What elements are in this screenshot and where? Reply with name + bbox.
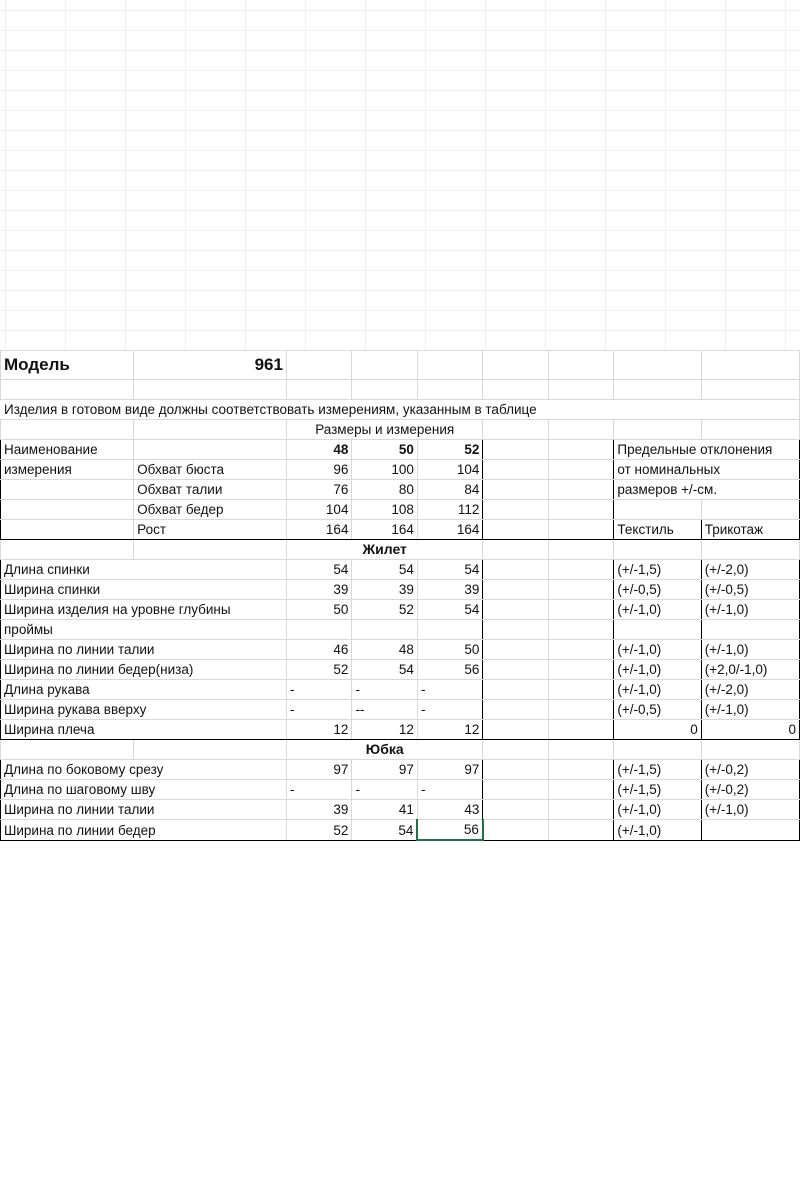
knit-tolerance[interactable] xyxy=(701,620,799,640)
value-50[interactable]: 54 xyxy=(352,560,417,580)
measure-row xyxy=(1,660,800,680)
cell[interactable] xyxy=(614,420,701,440)
knit-tolerance[interactable]: (+/-1,0) xyxy=(701,600,799,620)
cell[interactable] xyxy=(548,460,613,480)
value-48[interactable]: 104 xyxy=(286,500,351,520)
cell[interactable] xyxy=(483,740,548,760)
size-52[interactable]: 52 xyxy=(417,440,482,460)
cell[interactable] xyxy=(1,480,134,500)
cell[interactable] xyxy=(701,500,799,520)
value-52[interactable] xyxy=(417,620,482,640)
measure-name[interactable]: Ширина плеча xyxy=(1,720,287,740)
background-sheet-grid xyxy=(0,0,800,350)
measure-row xyxy=(1,560,800,580)
textile-tolerance[interactable]: (+/-1,5) xyxy=(614,780,701,800)
value-52[interactable]: 12 xyxy=(417,720,482,740)
value-48[interactable]: 164 xyxy=(286,520,351,540)
cell[interactable] xyxy=(134,380,287,400)
measure-name[interactable]: Длина по шаговому шву xyxy=(1,780,287,800)
knit-tolerance[interactable]: (+/-0,2) xyxy=(701,780,799,800)
textile-tolerance[interactable]: (+/-1,0) xyxy=(614,600,701,620)
textile-tolerance[interactable]: (+/-1,0) xyxy=(614,680,701,700)
cell[interactable] xyxy=(548,680,613,700)
model-label[interactable]: Модель xyxy=(1,351,134,380)
cell[interactable] xyxy=(701,420,799,440)
note-text[interactable]: Изделия в готовом виде должны соответствовать измерениям, указанным в таблице xyxy=(1,400,800,420)
measure-row xyxy=(1,620,800,640)
cell[interactable] xyxy=(483,800,548,820)
cell[interactable] xyxy=(483,720,548,740)
textile-tolerance[interactable]: (+/-1,0) xyxy=(614,820,701,841)
empty-row xyxy=(1,380,800,400)
size-50[interactable]: 50 xyxy=(352,440,417,460)
cell[interactable] xyxy=(483,380,548,400)
cell[interactable] xyxy=(1,380,134,400)
note-row xyxy=(1,400,800,420)
value-52[interactable]: 50 xyxy=(417,640,482,660)
value-50[interactable]: 100 xyxy=(352,460,417,480)
value-50[interactable]: - xyxy=(352,680,417,700)
measure-row-hips xyxy=(1,500,800,520)
measure-row-waist xyxy=(1,480,800,500)
cell[interactable] xyxy=(1,540,134,560)
measure-name[interactable]: проймы xyxy=(1,620,287,640)
cell[interactable] xyxy=(483,620,548,640)
deviation-label-3[interactable]: размеров +/-см. xyxy=(614,480,800,500)
value-52[interactable]: 56 xyxy=(417,820,482,841)
measure-name[interactable]: Ширина по линии бедер xyxy=(1,820,287,841)
knit-tolerance[interactable]: (+2,0/-1,0) xyxy=(701,660,799,680)
value-50[interactable]: 80 xyxy=(352,480,417,500)
knit-tolerance[interactable]: (+/-1,0) xyxy=(701,700,799,720)
cell[interactable] xyxy=(483,680,548,700)
measure-name[interactable]: Обхват талии xyxy=(134,480,287,500)
cell[interactable] xyxy=(701,351,799,380)
cell[interactable] xyxy=(548,420,613,440)
textile-tolerance[interactable]: (+/-1,0) xyxy=(614,660,701,680)
measure-row xyxy=(1,760,800,780)
deviation-label-2[interactable]: от номинальных xyxy=(614,460,800,480)
value-48[interactable] xyxy=(286,620,351,640)
value-50[interactable]: 54 xyxy=(352,660,417,680)
cell[interactable] xyxy=(134,440,287,460)
cell[interactable] xyxy=(548,351,613,380)
value-48[interactable]: - xyxy=(286,680,351,700)
value-50[interactable]: 97 xyxy=(352,760,417,780)
measure-row-height xyxy=(1,520,800,540)
cell[interactable] xyxy=(483,351,548,380)
cell[interactable] xyxy=(134,420,287,440)
skirt-rows xyxy=(1,760,800,841)
vest-rows xyxy=(1,560,800,740)
cell[interactable] xyxy=(1,740,134,760)
value-48[interactable]: 12 xyxy=(286,720,351,740)
value-52[interactable]: 43 xyxy=(417,800,482,820)
measure-name[interactable]: Длина по боковому срезу xyxy=(1,760,287,780)
knit-tolerance[interactable]: (+/-1,0) xyxy=(701,800,799,820)
measure-name[interactable]: Длина спинки xyxy=(1,560,287,580)
cell[interactable] xyxy=(548,380,613,400)
cell[interactable] xyxy=(548,500,613,520)
cell[interactable] xyxy=(548,580,613,600)
textile-tolerance[interactable]: (+/-1,0) xyxy=(614,800,701,820)
value-52[interactable]: 84 xyxy=(417,480,482,500)
value-50[interactable]: 48 xyxy=(352,640,417,660)
measure-name[interactable]: Ширина спинки xyxy=(1,580,287,600)
cell[interactable] xyxy=(483,700,548,720)
cell[interactable] xyxy=(548,700,613,720)
value-48[interactable]: 50 xyxy=(286,600,351,620)
deviation-label-1[interactable]: Предельные отклонения xyxy=(614,440,800,460)
measure-name[interactable]: Обхват бюста xyxy=(134,460,287,480)
cell[interactable] xyxy=(614,380,701,400)
cell[interactable] xyxy=(701,740,799,760)
cell[interactable] xyxy=(1,420,134,440)
value-48[interactable]: 39 xyxy=(286,800,351,820)
cell[interactable] xyxy=(614,500,701,520)
value-52[interactable]: 56 xyxy=(417,660,482,680)
value-50[interactable]: 39 xyxy=(352,580,417,600)
cell[interactable] xyxy=(548,740,613,760)
measure-name[interactable]: Ширина по линии талии xyxy=(1,640,287,660)
value-48[interactable]: 97 xyxy=(286,760,351,780)
measure-row xyxy=(1,700,800,720)
cell[interactable] xyxy=(483,540,548,560)
cell[interactable] xyxy=(483,460,548,480)
vest-title[interactable]: Жилет xyxy=(286,540,482,560)
spreadsheet xyxy=(0,350,800,850)
value-52[interactable]: 97 xyxy=(417,760,482,780)
value-52[interactable]: 54 xyxy=(417,600,482,620)
measure-name[interactable]: Ширина рукава вверху xyxy=(1,700,287,720)
cell[interactable] xyxy=(548,720,613,740)
cell[interactable] xyxy=(483,640,548,660)
value-50[interactable]: 108 xyxy=(352,500,417,520)
cell[interactable] xyxy=(548,520,613,540)
cell[interactable] xyxy=(286,380,351,400)
cell[interactable] xyxy=(483,660,548,680)
model-row xyxy=(1,351,800,380)
value-48[interactable]: 46 xyxy=(286,640,351,660)
knit-tolerance[interactable]: (+/-2,0) xyxy=(701,680,799,700)
measure-row xyxy=(1,780,800,800)
cell[interactable] xyxy=(483,500,548,520)
measure-row xyxy=(1,800,800,820)
cell[interactable] xyxy=(286,351,351,380)
value-52[interactable]: - xyxy=(417,700,482,720)
cell[interactable] xyxy=(701,380,799,400)
value-48[interactable]: 76 xyxy=(286,480,351,500)
cell[interactable] xyxy=(417,380,482,400)
knit-tolerance[interactable]: (+/-2,0) xyxy=(701,560,799,580)
value-50[interactable] xyxy=(352,620,417,640)
value-48[interactable]: - xyxy=(286,780,351,800)
sizes-header[interactable]: Размеры и измерения xyxy=(286,420,482,440)
value-48[interactable]: 54 xyxy=(286,560,351,580)
value-52[interactable]: 104 xyxy=(417,460,482,480)
measure-row xyxy=(1,640,800,660)
measure-row xyxy=(1,820,800,841)
value-48[interactable]: 52 xyxy=(286,660,351,680)
measure-name[interactable]: Ширина по линии талии xyxy=(1,800,287,820)
cell[interactable] xyxy=(548,620,613,640)
textile-header[interactable]: Текстиль xyxy=(614,520,701,540)
value-50[interactable]: 12 xyxy=(352,720,417,740)
knit-tolerance[interactable]: 0 xyxy=(701,720,799,740)
measure-name[interactable]: Ширина по линии бедер(низа) xyxy=(1,660,287,680)
cell[interactable] xyxy=(548,660,613,680)
cell[interactable] xyxy=(548,480,613,500)
value-48[interactable]: 96 xyxy=(286,460,351,480)
value-50[interactable]: 164 xyxy=(352,520,417,540)
cell[interactable] xyxy=(548,640,613,660)
cell[interactable] xyxy=(1,520,134,540)
measure-row xyxy=(1,680,800,700)
value-52[interactable]: - xyxy=(417,680,482,700)
textile-tolerance[interactable]: (+/-1,5) xyxy=(614,760,701,780)
cell[interactable] xyxy=(548,540,613,560)
sizes-header-row xyxy=(1,420,800,440)
measure-name[interactable]: Обхват бедер xyxy=(134,500,287,520)
cell[interactable] xyxy=(548,600,613,620)
textile-tolerance[interactable] xyxy=(614,620,701,640)
measure-name[interactable]: Длина рукава xyxy=(1,680,287,700)
value-50[interactable]: 52 xyxy=(352,600,417,620)
value-48[interactable]: 39 xyxy=(286,580,351,600)
value-48[interactable]: - xyxy=(286,700,351,720)
textile-tolerance[interactable]: 0 xyxy=(614,720,701,740)
cell[interactable] xyxy=(483,820,548,841)
value-52[interactable]: 112 xyxy=(417,500,482,520)
cell[interactable] xyxy=(614,740,701,760)
textile-tolerance[interactable]: (+/-0,5) xyxy=(614,700,701,720)
size-numbers-row xyxy=(1,440,800,460)
knit-tolerance[interactable] xyxy=(701,820,799,841)
cell[interactable] xyxy=(352,380,417,400)
measure-row xyxy=(1,720,800,740)
value-50[interactable]: 54 xyxy=(352,820,417,841)
knit-header[interactable]: Трикотаж xyxy=(701,520,799,540)
value-48[interactable]: 52 xyxy=(286,820,351,841)
measure-row-bust xyxy=(1,460,800,480)
skirt-title[interactable]: Юбка xyxy=(286,740,482,760)
cell[interactable] xyxy=(134,540,287,560)
measure-name[interactable]: Ширина изделия на уровне глубины xyxy=(1,600,287,620)
measure-row xyxy=(1,600,800,620)
measure-name[interactable]: Рост xyxy=(134,520,287,540)
textile-tolerance[interactable]: (+/-1,5) xyxy=(614,560,701,580)
cell[interactable] xyxy=(483,760,548,780)
value-52[interactable]: - xyxy=(417,780,482,800)
name-label-1[interactable]: Наименование xyxy=(1,440,134,460)
cell[interactable] xyxy=(352,351,417,380)
value-50[interactable]: -- xyxy=(352,700,417,720)
cell[interactable] xyxy=(483,440,548,460)
value-52[interactable]: 54 xyxy=(417,560,482,580)
knit-tolerance[interactable]: (+/-0,2) xyxy=(701,760,799,780)
cell[interactable] xyxy=(701,540,799,560)
name-label-2[interactable]: измерения xyxy=(1,460,134,480)
cell[interactable] xyxy=(483,780,548,800)
cell[interactable] xyxy=(614,540,701,560)
cell[interactable] xyxy=(548,440,613,460)
cell[interactable] xyxy=(483,520,548,540)
cell[interactable] xyxy=(483,560,548,580)
cell[interactable] xyxy=(134,740,287,760)
cell[interactable] xyxy=(483,580,548,600)
knit-tolerance[interactable]: (+/-0,5) xyxy=(701,580,799,600)
model-number[interactable]: 961 xyxy=(134,351,287,380)
cell[interactable] xyxy=(548,800,613,820)
cell[interactable] xyxy=(417,351,482,380)
value-50[interactable]: - xyxy=(352,780,417,800)
textile-tolerance[interactable]: (+/-0,5) xyxy=(614,580,701,600)
cell[interactable] xyxy=(1,500,134,520)
cell[interactable] xyxy=(614,351,701,380)
cell[interactable] xyxy=(483,420,548,440)
cell[interactable] xyxy=(548,560,613,580)
measure-row xyxy=(1,580,800,600)
value-52[interactable]: 39 xyxy=(417,580,482,600)
size-chart-table xyxy=(0,350,800,841)
cell[interactable] xyxy=(483,600,548,620)
vest-title-row xyxy=(1,540,800,560)
skirt-title-row xyxy=(1,740,800,760)
cell[interactable] xyxy=(548,780,613,800)
value-52[interactable]: 164 xyxy=(417,520,482,540)
cell[interactable] xyxy=(548,760,613,780)
cell[interactable] xyxy=(483,480,548,500)
cell[interactable] xyxy=(548,820,613,841)
knit-tolerance[interactable]: (+/-1,0) xyxy=(701,640,799,660)
size-48[interactable]: 48 xyxy=(286,440,351,460)
textile-tolerance[interactable]: (+/-1,0) xyxy=(614,640,701,660)
value-50[interactable]: 41 xyxy=(352,800,417,820)
